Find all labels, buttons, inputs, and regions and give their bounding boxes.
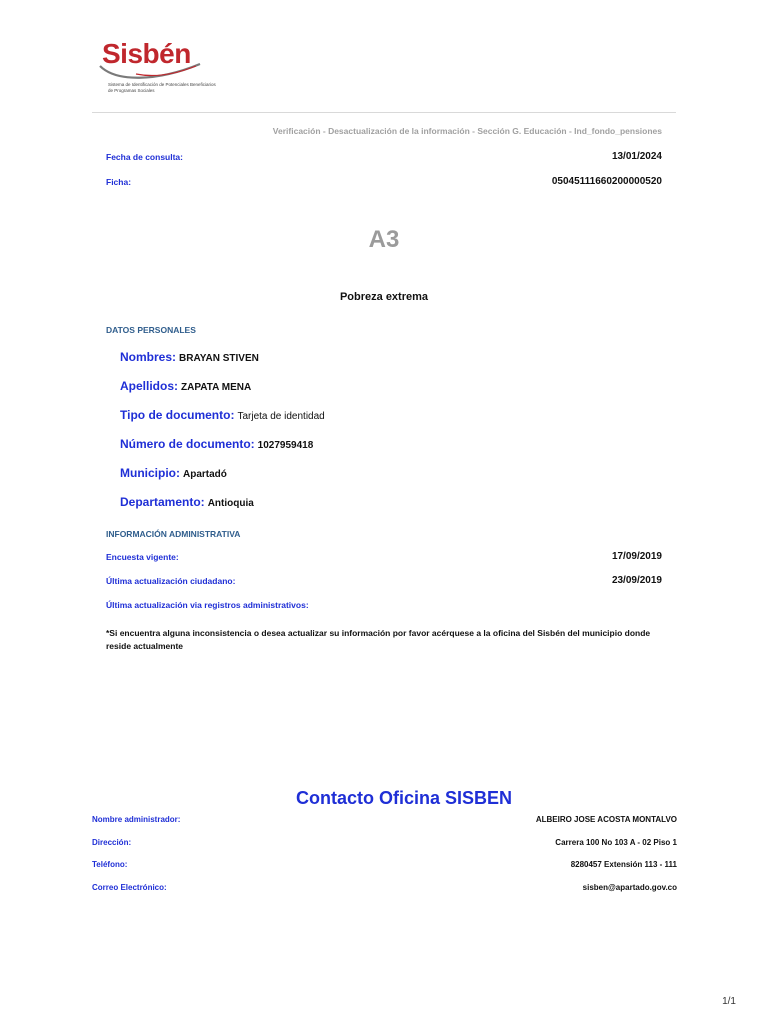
- apellidos-row: [120, 377, 251, 395]
- logo-swoosh-icon: [96, 60, 206, 82]
- municipio-label: Municipio:: [120, 466, 180, 480]
- direccion-label: Dirección:: [92, 838, 132, 847]
- departamento-row: [120, 493, 254, 511]
- nombres-value: BRAYAN STIVEN: [179, 353, 259, 364]
- ultima-actualizacion-ciudadano-label: Última actualización ciudadano:: [106, 576, 236, 586]
- tipo-documento-value: Tarjeta de identidad: [237, 411, 325, 422]
- tipo-documento-row: [120, 406, 325, 424]
- ficha-label: Ficha:: [106, 177, 132, 187]
- info-admin-title: INFORMACIÓN ADMINISTRATIVA: [106, 529, 241, 539]
- correo-label: Correo Electrónico:: [92, 883, 167, 892]
- page-number: 1/1: [722, 996, 736, 1007]
- departamento-value: Antioquia: [207, 498, 254, 509]
- ficha-value: 05045111660200000520: [551, 176, 662, 187]
- numero-documento-row: [120, 435, 313, 453]
- tipo-documento-label: Tipo de documento:: [120, 408, 235, 422]
- numero-documento-label: Número de documento:: [120, 437, 255, 451]
- departamento-label: Departamento:: [120, 495, 205, 509]
- apellidos-label: Apellidos:: [120, 379, 179, 393]
- datos-personales-title: DATOS PERSONALES: [106, 325, 196, 335]
- fecha-consulta-value: 13/01/2024: [611, 151, 662, 162]
- inconsistency-note: *Si encuentra alguna inconsistencia o desea actualizar su información por favor acérquese a la oficina del Sisbén del municipio donde reside actualmente: [106, 628, 651, 651]
- contacto-title: Contacto Oficina SISBEN: [295, 788, 513, 808]
- direccion-value: Carrera 100 No 103 A - 02 Piso 1: [555, 838, 677, 847]
- municipio-value: Apartadó: [183, 469, 227, 480]
- logo-tagline: Sistema de Identificación de Potenciales Beneficiarios de Programas Sociales: [108, 82, 216, 93]
- ultima-actualizacion-registros-label: Última actualización via registros administrativos:: [106, 600, 309, 610]
- admin-name-value: ALBEIRO JOSE ACOSTA MONTALVO: [535, 815, 677, 824]
- municipio-row: [120, 464, 227, 482]
- sisben-logo: [96, 30, 216, 100]
- telefono-value: 8280457 Extensión 113 - 111: [570, 860, 677, 869]
- correo-value: sisben@apartado.gov.co: [582, 883, 677, 892]
- encuesta-vigente-value: 17/09/2019: [611, 551, 662, 562]
- ultima-actualizacion-ciudadano-value: 23/09/2019: [611, 575, 662, 586]
- classification: Pobreza extrema: [339, 291, 429, 303]
- nombres-label: Nombres:: [120, 350, 177, 364]
- fecha-consulta-label: Fecha de consulta:: [106, 152, 183, 162]
- numero-documento-value: 1027959418: [257, 440, 314, 451]
- encuesta-vigente-label: Encuesta vigente:: [106, 552, 179, 562]
- nombres-row: [120, 348, 259, 366]
- apellidos-value: ZAPATA MENA: [181, 382, 252, 393]
- sisben-group: A3: [368, 226, 400, 253]
- admin-name-label: Nombre administrador:: [92, 815, 181, 824]
- verification-subtitle: Verificación - Desactualización de la información - Sección G. Educación - Ind_fondo_pensiones: [272, 126, 662, 136]
- header-divider: [92, 112, 676, 113]
- telefono-label: Teléfono:: [92, 860, 128, 869]
- logo-wordmark: Sisbén: [102, 38, 191, 69]
